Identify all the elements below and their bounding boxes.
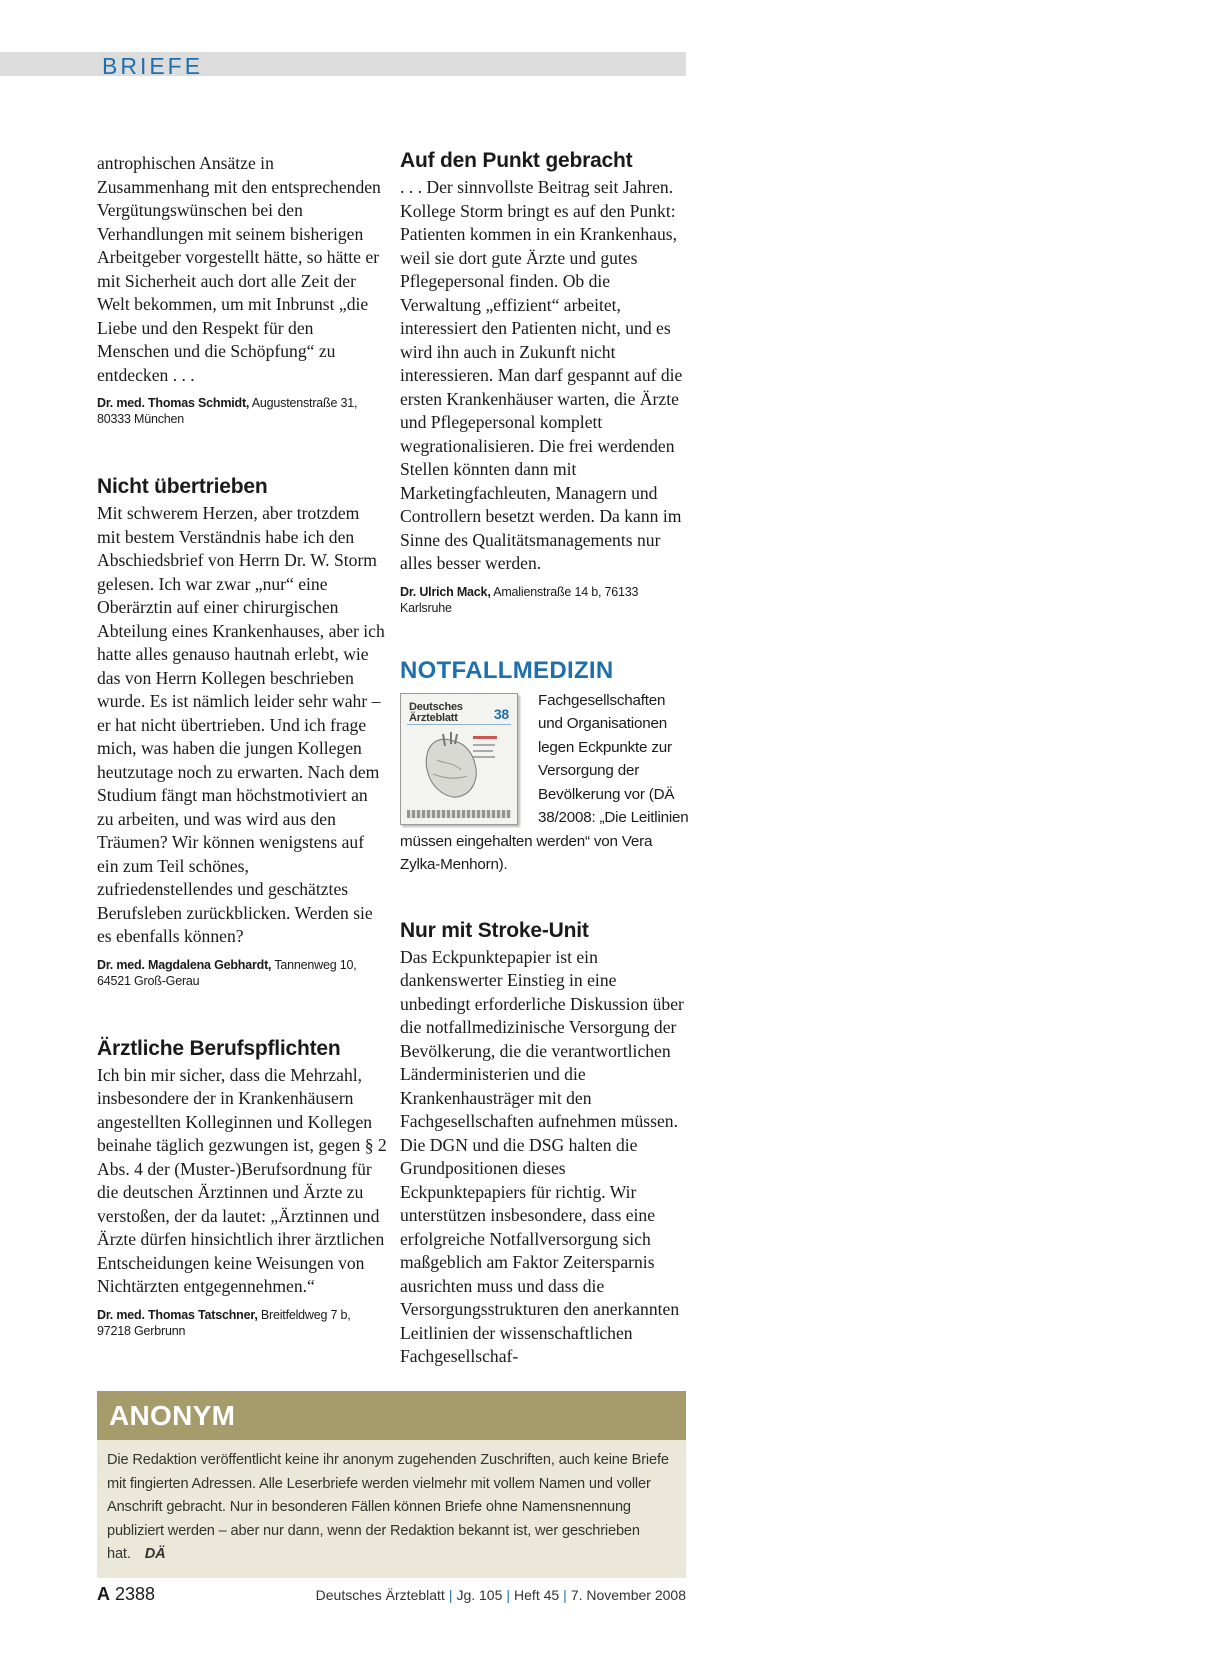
intro-text: antrophischen Ansätze in Zusammenhang mit den entsprechenden Vergütungswünschen bei den Verhandlungen mit seinem bisherigen Arbeitgeber vorgestellt hätte, so hätte er mit Sicherheit auch dort alle Zeit der Welt bekommen, um mit Inbrunst „die Liebe und den Respekt für den Menschen und die Schöpfung“ zu entdecken . . . bbox=[97, 153, 381, 385]
letter-signature bbox=[400, 584, 690, 616]
notfall-text: Fachgesellschaften und Organisationen legen Eckpunkte zur Versorgung der Bevölkerung vor (DÄ 38/2008: „Die Leitlinien müssen eingehalten werden“ von Vera Zylka-Menhorn). bbox=[400, 691, 689, 873]
journal-issue: Heft 45 bbox=[514, 1587, 560, 1603]
journal-cover-thumbnail bbox=[400, 693, 518, 825]
letter-signature bbox=[97, 1307, 387, 1339]
letter-text: Das Eckpunktepapier ist ein dankenswerter Einstieg in eine unbedingt erforderliche Diskussion über die notfallmedizinische Versorgung der Bevölkerung, die die verantwortlichen Länderministerien und die Krankenhausträger mit den Fachgesellschaften aufnehmen müssen. Die DGN und die DSG halten die Grundpositionen dieses Eckpunktepapiers für richtig. Wir unterstützen insbesondere, dass eine erfolgreiche Notfallversorgung sich maßgeblich am Faktor Zeitersparnis ausrichten muss und dass die Versorgungsstrukturen den anerkannten Leitlinien der wissenschaftlichen Fachgesellschaf- bbox=[400, 946, 684, 1366]
signature-address: Amalienstraße 14 b, 76133 Karlsruhe bbox=[400, 584, 639, 615]
journal-volume: Jg. 105 bbox=[456, 1587, 503, 1603]
signature-name: Dr. Ulrich Mack, bbox=[400, 584, 491, 599]
signature-name: Dr. med. Magdalena Gebhardt, bbox=[97, 957, 272, 972]
signature-address: Tannenweg 10, 64521 Groß-Gerau bbox=[97, 957, 357, 988]
left-column bbox=[97, 152, 387, 1339]
cover-issue-number: 38 bbox=[493, 705, 509, 722]
intro-signature bbox=[97, 395, 387, 427]
footer-publication-info: Deutsches Ärzteblatt | Jg. 105 | Heft 45 | 7. November 2008 bbox=[315, 1587, 686, 1603]
letter-title: Nur mit Stroke-Unit bbox=[400, 918, 589, 942]
letter-title: Auf den Punkt gebracht bbox=[400, 149, 633, 172]
signature-address: Augustenstraße 31, 80333 München bbox=[97, 396, 358, 426]
journal-date: 7. November 2008 bbox=[570, 1587, 686, 1603]
anonym-title: ANONYM bbox=[97, 1391, 686, 1440]
journal-name: Deutsches Ärzteblatt bbox=[315, 1587, 445, 1603]
letter-signature bbox=[97, 957, 387, 989]
anonym-signature: DÄ bbox=[144, 1546, 166, 1562]
page-prefix: A bbox=[97, 1584, 110, 1604]
letter-title: Ärztliche Berufspflichten bbox=[97, 1036, 341, 1060]
signature-name: Dr. med. Thomas Tatschner, bbox=[97, 1307, 258, 1322]
cover-title: Deutsches Ärzteblatt bbox=[409, 700, 463, 724]
notfall-reference bbox=[400, 689, 690, 877]
letter-text: Mit schwerem Herzen, aber trotzdem mit bestem Verständnis habe ich den Abschiedsbrief von Herrn Dr. W. Storm gelesen. Ich war zwar „nur“ eine Oberärztin auf einer chirurgischen Abteilung eines Krankenhauses, aber ich hatte alles genauso hautnah erlebt, wie das von Herrn Kollegen beschrieben wurde. Es ist nämlich leider sehr wahr – er hat nicht übertrieben. Und ich frage mich, was haben die jungen Kollegen heutzutage noch zu erwarten. Nach dem Studium fängt man höchstmotiviert an zu arbeiten, und was wird aus den Träumen? Wir können wenigstens auf ein zum Teil schönes, zufriedenstellendes und geschätztes Berufsleben zurückblicken. Werden sie es ebenfalls können? bbox=[97, 503, 385, 946]
anonym-body bbox=[97, 1440, 686, 1578]
signature-address: Breitfeldweg 7 b, 97218 Gerbrunn bbox=[97, 1307, 351, 1338]
anonym-notice-box bbox=[97, 1391, 686, 1578]
anonym-text: Die Redaktion veröffentlicht keine ihr anonym zugehenden Zuschriften, auch keine Briefe mit fingierten Adressen. Alle Leserbriefe werden vielmehr mit vollem Namen und voller Anschrift gebracht. Nur in besonderen Fällen können Briefe ohne Namensnennung publiziert werden – aber nur dann, wenn der Redaktion bekannt ist, wer geschrieben hat. bbox=[107, 1452, 669, 1562]
heart-illustration-icon bbox=[417, 730, 501, 806]
letter-text: . . . Der sinnvollste Beitrag seit Jahren. Kollege Storm bringt es auf den Punkt: Patienten kommen in ein Krankenhaus, weil sie dort gute Ärzte und gutes Pflegepersonal finden. Ob die Verwaltung „effizient“ arbeitet, interessiert den Patienten nicht, und es wird ihn auch in Zukunft nicht interessieren. Man darf gespannt auf die ersten Krankenhäuser warten, die Ärzte und Pflegepersonal komplett wegrationalisieren. Die frei werdenden Stellen könnten dann mit Marketingfachleuten, Managern und Controllern besetzt werden. Da kann im Sinne des Qualitätsmanagements nur alles besser werden. bbox=[400, 177, 683, 573]
section-header: BRIEFE bbox=[102, 53, 204, 79]
page-number bbox=[97, 1584, 155, 1605]
letter-title: Nicht übertrieben bbox=[97, 475, 268, 498]
page-number-value: 2388 bbox=[115, 1584, 156, 1604]
notfall-section-title: NOTFALLMEDIZIN bbox=[400, 656, 614, 684]
right-column bbox=[400, 148, 690, 1369]
signature-name: Dr. med. Thomas Schmidt, bbox=[97, 396, 250, 410]
letter-text: Ich bin mir sicher, dass die Mehrzahl, insbesondere der in Krankenhäusern angestellten Kolleginnen und Kollegen beinahe täglich gezwungen ist, gegen § 2 Abs. 4 der (Muster-)Berufsordnung für die deutschen Ärztinnen und Ärzte zu verstoßen, der da lautet: „Ärztinnen und Ärzte dürfen hinsichtlich ihrer ärztlichen Entscheidungen keine Weisungen von Nichtärzten entgegennehmen.“ bbox=[97, 1064, 387, 1296]
